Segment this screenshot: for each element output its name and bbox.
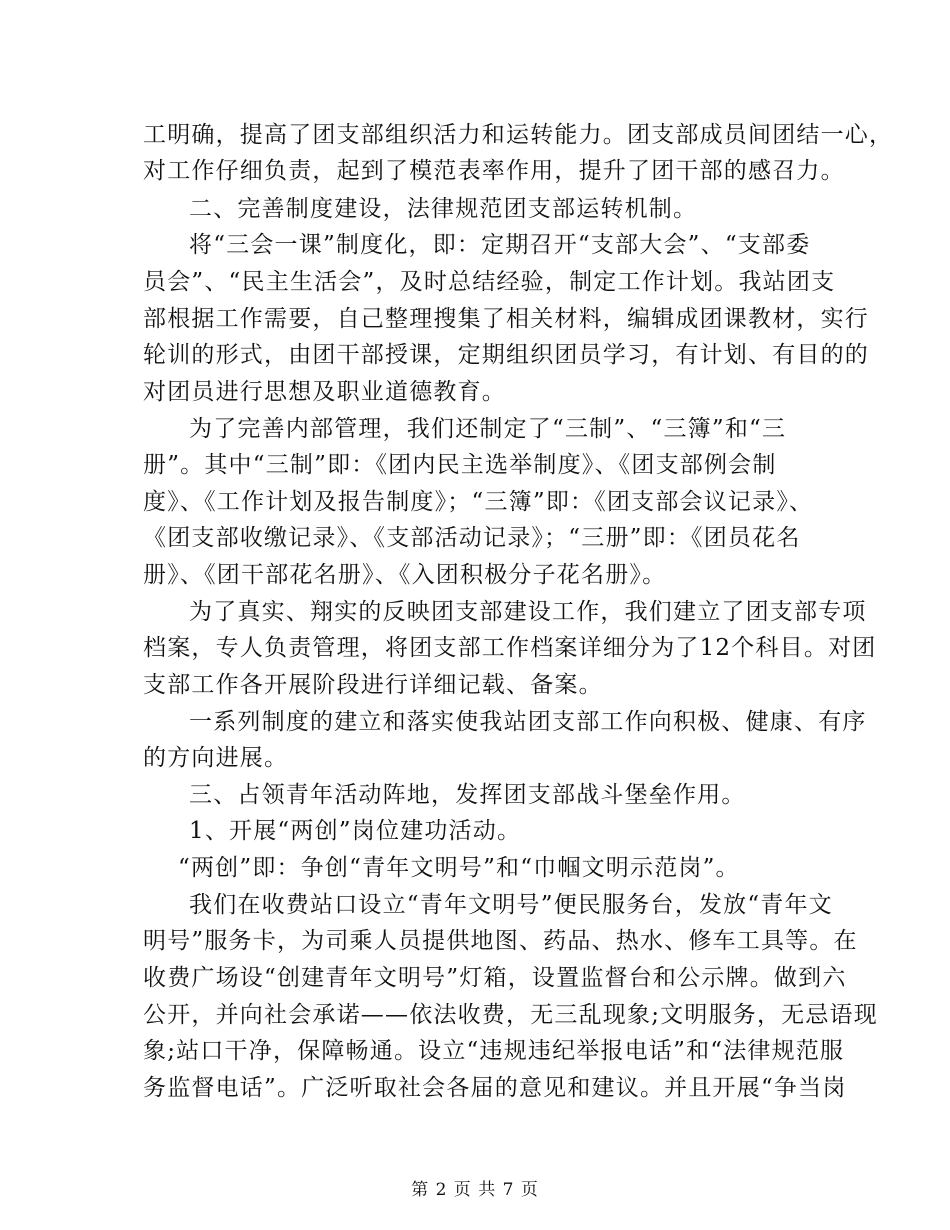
body-text-line: 轮训的形式，由团干部授课，定期组织团员学习，有计划、有目的的 (143, 342, 869, 368)
body-text-line: 员会”、“民主生活会”，及时总结经验，制定工作计划。我站团支 (143, 269, 836, 295)
body-text-line: 收费广场设“创建青年文明号”灯箱，设置监督台和公示牌。做到六 (143, 965, 847, 991)
body-text-line: 公开，并向社会承诺——依法收费，无三乱现象;文明服务，无忌语现 (143, 1002, 878, 1028)
body-text-line: 对工作仔细负责，起到了模范表率作用，提升了团干部的感召力。 (143, 158, 845, 184)
body-text-line: 象;站口干净，保障畅通。设立“违规违纪举报电话”和“法律规范服 (143, 1038, 845, 1064)
subsection-heading: 1、开展“两创”岗位建功活动。 (189, 818, 522, 844)
body-text-line: 为了完善内部管理，我们还制定了“三制”、“三簿”和“三 (189, 416, 787, 442)
body-text-line: 度》、《工作计划及报告制度》；“三簿”即：《团支部会议记录》、 (143, 489, 814, 515)
body-text-line: 册”。其中“三制”即：《团内民主选举制度》、《团支部例会制 (143, 452, 777, 478)
body-text-line: 部根据工作需要，自己整理搜集了相关材料，编辑成团课教材，实行 (143, 306, 869, 332)
body-text-line: 一系列制度的建立和落实使我站团支部工作向积极、健康、有序 (189, 709, 867, 735)
body-text-line: 册》、《团干部花名册》、《入团积极分子花名册》。 (143, 562, 667, 588)
body-text-line: 明号”服务卡，为司乘人员提供地图、药品、热水、修车工具等。在 (143, 928, 858, 954)
body-text-line: 对团员进行思想及职业道德教育。 (143, 379, 506, 405)
body-text-line: 支部工作各开展阶段进行详细记载、备案。 (143, 672, 603, 698)
body-text-line: 我们在收费站口设立“青年文明号”便民服务台，发放“青年文 (189, 892, 833, 918)
section-heading: 二、完善制度建设，法律规范团支部运转机制。 (189, 196, 698, 222)
body-text-line: 务监督电话”。广泛听取社会各届的意见和建议。并且开展“争当岗 (143, 1075, 847, 1101)
body-text-line: 将“三会一课”制度化，即：定期召开“支部大会”、“支部委 (189, 232, 811, 258)
body-text-line: “两创”即：争创“青年文明号”和“巾帼文明示范岗”。 (178, 855, 740, 881)
page-number-footer: 第 2 页 共 7 页 (411, 1180, 539, 1200)
body-text-line: 工明确，提高了团支部组织活力和运转能力。团支部成员间团结一心， (143, 122, 894, 148)
section-heading: 三、占领青年活动阵地，发挥团支部战斗堡垒作用。 (189, 782, 746, 808)
body-text-line: 的方向进展。 (143, 745, 289, 771)
body-text-line: 为了真实、翔实的反映团支部建设工作，我们建立了团支部专项 (189, 599, 867, 625)
body-text-line: 档案，专人负责管理，将团支部工作档案详细分为了12个科目。对团 (143, 635, 877, 661)
body-text-line: 《团支部收缴记录》、《支部活动记录》；“三册”即：《团员花名 (143, 525, 801, 551)
